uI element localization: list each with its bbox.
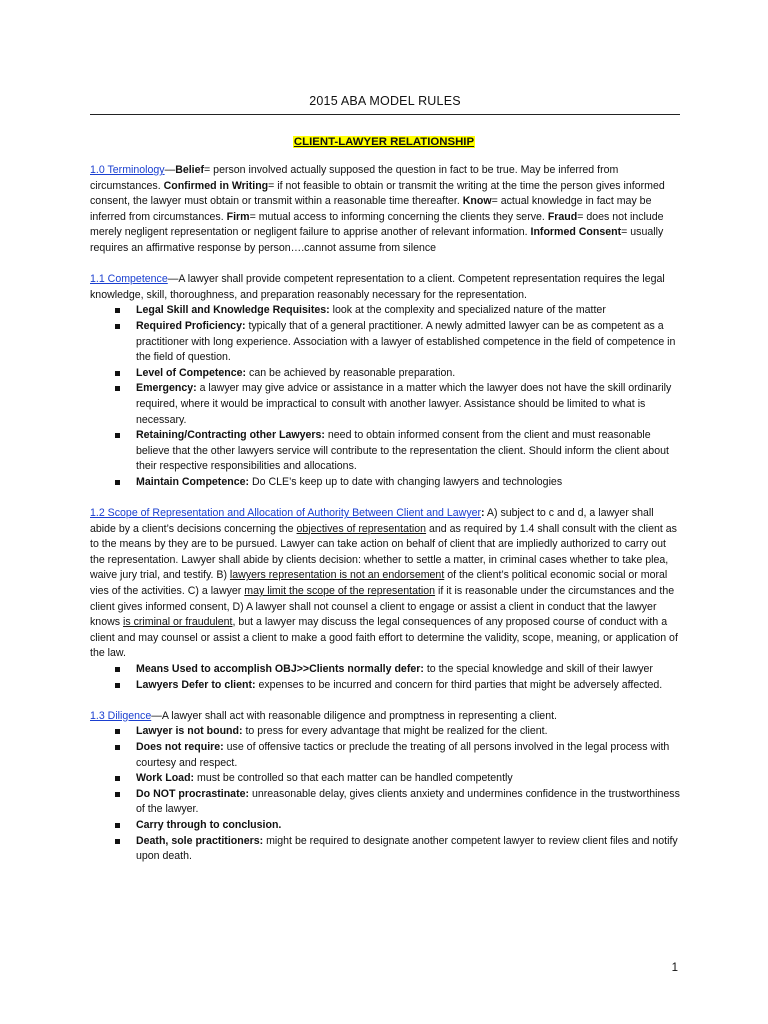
- rule-1-0-heading: 1.0 Terminology: [90, 164, 165, 176]
- list-item: [136, 366, 682, 382]
- bullet-text: need to obtain informed consent from the client and must reasonable believe that the other lawyers service will contribute to the representation the client. Should inform the client about their respective responsibilities and allocations.: [136, 429, 669, 473]
- term-belief: Belief: [175, 164, 205, 176]
- list-item: [136, 381, 682, 428]
- rule-1-2-colon: :: [481, 507, 485, 520]
- rule-1-3-paragraph: [90, 709, 682, 725]
- bullet-text: typically that of a general practitioner. A newly admitted lawyer can be as competent as a practitioner with long experience. Association with a lawyer of established competence in the field of competence in the field of question.: [136, 319, 676, 364]
- title-divider: [90, 114, 680, 115]
- term-confirmed-in-writing: Confirmed in Writing: [163, 179, 269, 192]
- rule-1-1-heading: 1.1 Competence: [90, 273, 168, 286]
- rule-1-1-paragraph: [90, 272, 682, 303]
- bullet-text: must be controlled so that each matter can be handled competently: [194, 772, 513, 785]
- list-item: [136, 818, 682, 834]
- bullet-term: Legal Skill and Knowledge Requisites:: [136, 304, 330, 317]
- rule-1-2-underlined: is criminal or fraudulent: [122, 616, 233, 629]
- list-item: [136, 662, 682, 678]
- def-know: = actual knowledge in fact may be inferred from circumstances.: [90, 195, 652, 223]
- page-number: 1: [671, 962, 678, 974]
- term-fraud: Fraud: [547, 210, 578, 223]
- rule-1-2-heading: 1.2 Scope of Representation and Allocation of Authority Between Client and Lawyer: [90, 507, 482, 520]
- rule-1-1-bullet-list: [90, 303, 682, 490]
- bullet-term: Do NOT procrastinate:: [136, 787, 250, 800]
- bullet-term: Does not require:: [136, 740, 224, 753]
- rule-1-2-underlined: objectives of representation: [296, 522, 427, 535]
- list-item: [136, 834, 682, 865]
- rule-1-2-paragraph: [90, 506, 682, 662]
- bullet-term: Lawyers Defer to client:: [136, 678, 256, 691]
- def-firm: = mutual access to informing concerning the clients they serve.: [249, 210, 548, 223]
- bullet-term: Retaining/Contracting other Lawyers:: [136, 429, 325, 442]
- bullet-term: Required Proficiency:: [136, 319, 246, 332]
- rule-1-3-dash: —: [151, 709, 162, 722]
- bullet-text: to the special knowledge and skill of their lawyer: [423, 663, 653, 675]
- section-title: [0, 136, 768, 148]
- bullet-text: Do CLE’s keep up to date with changing lawyers and technologies: [249, 475, 563, 488]
- bullet-text: can be achieved by reasonable preparation.: [246, 366, 456, 379]
- rule-1-2-text: and as required by 1.4 shall consult with the client as to the means by they are to be pursued. Lawyer can take action on behalf of client that are impliedly authorized to carry out the representation. Lawyer shall abide by clients decision: whether to settle a matter, in criminal cases whether to take plea, waive jury trial, and testify. B): [90, 522, 677, 582]
- def-belief: = person involved actually supposed the question in fact to be true. May be inferred from circumstances.: [90, 164, 619, 192]
- rule-1-1-dash: —: [167, 273, 179, 286]
- rule-1-2-text: if it is reasonable under the circumstances and the client gives informed consent, D) A lawyer shall not counsel a client to engage or assist a client in conduct that the lawyer knows: [90, 585, 675, 629]
- bullet-term: Means Used to accomplish OBJ>>Clients normally defer:: [136, 663, 424, 675]
- bullet-text: expenses to be incurred and concern for third parties that might be adversely affected.: [255, 678, 663, 691]
- bullet-term: Level of Competence:: [136, 366, 247, 379]
- rule-1-1-intro: A lawyer shall provide competent representation to a client. Competent representation requires the legal knowledge, skill, thoroughness, and preparation reasonably necessary for the representation.: [90, 273, 665, 301]
- rule-1-0-paragraph: [90, 163, 682, 257]
- list-item: [136, 724, 682, 740]
- document-body: [90, 163, 682, 880]
- bullet-text: use of offensive tactics or preclude the treating of all persons involved in the legal process with courtesy and respect.: [136, 740, 670, 769]
- rule-1-3-intro: A lawyer shall act with reasonable diligence and promptness in representing a client.: [161, 709, 557, 722]
- list-item: [136, 319, 682, 366]
- rule-1-3-heading: 1.3 Diligence: [90, 709, 152, 722]
- def-confirmed-in-writing: = if not feasible to obtain or transmit the writing at the time the person gives informed consent, the lawyer must obtain or transmit within a reasonable time thereafter.: [90, 179, 665, 208]
- rule-1-2-text: A) subject to c and d, a lawyer shall abide by a client’s decisions concerning the: [90, 507, 654, 535]
- rule-1-2-bullet-list: [90, 662, 682, 693]
- list-item: [136, 428, 682, 475]
- rule-1-0-dash: —: [164, 164, 176, 176]
- document-title: 2015 ABA MODEL RULES: [309, 94, 461, 108]
- bullet-term: Carry through to conclusion.: [136, 818, 282, 831]
- list-item: [136, 787, 682, 818]
- bullet-term: Emergency:: [136, 382, 197, 395]
- bullet-text: might be required to designate another competent lawyer to review client files and notify upon death.: [136, 834, 678, 863]
- term-know: Know: [462, 195, 492, 208]
- term-informed-consent: Informed Consent: [530, 226, 622, 239]
- def-informed-consent: = usually requires an affirmative response by person….cannot assume from silence: [90, 226, 664, 254]
- bullet-term: Lawyer is not bound:: [136, 725, 243, 738]
- bullet-term: Death, sole practitioners:: [136, 834, 264, 847]
- section-title-text: CLIENT-LAWYER RELATIONSHIP: [293, 136, 475, 148]
- rule-1-2-underlined: may limit the scope of the representation: [244, 585, 436, 598]
- list-item: [136, 678, 682, 694]
- bullet-term: Work Load:: [136, 772, 195, 785]
- list-item: [136, 771, 682, 787]
- rule-1-3-bullet-list: [90, 724, 682, 864]
- list-item: [136, 740, 682, 771]
- rule-1-2-text: of the client’s political economic social or moral vies of the activities. C) a lawyer: [90, 569, 668, 598]
- bullet-text: to press for every advantage that might be realized for the client.: [242, 725, 548, 738]
- term-firm: Firm: [226, 210, 250, 223]
- list-item: [136, 303, 682, 319]
- rule-1-2-underlined: lawyers representation is not an endorsement: [229, 569, 445, 582]
- bullet-text: unreasonable delay, gives clients anxiety and undermines confidence in the trustworthiness of the lawyer.: [136, 787, 680, 816]
- list-item: [136, 475, 682, 491]
- bullet-term: Maintain Competence:: [136, 475, 250, 488]
- def-fraud: = does not include merely negligent representation or negligent failure to apprise another of relevant information.: [90, 210, 664, 239]
- bullet-text: a lawyer may give advice or assistance in a matter which the lawyer does not have the skill ordinarily required, where it would be impractical to consult with another lawyer. Assistance should be limited to what is necessary.: [136, 382, 672, 426]
- bullet-text: look at the complexity and specialized nature of the matter: [329, 304, 606, 317]
- rule-1-2-text: , but a lawyer may discuss the legal consequences of any proposed course of conduct with a client and may counsel or assist a client to make a good faith effort to determine the validity, scope, meaning, or application of the law.: [90, 616, 678, 660]
